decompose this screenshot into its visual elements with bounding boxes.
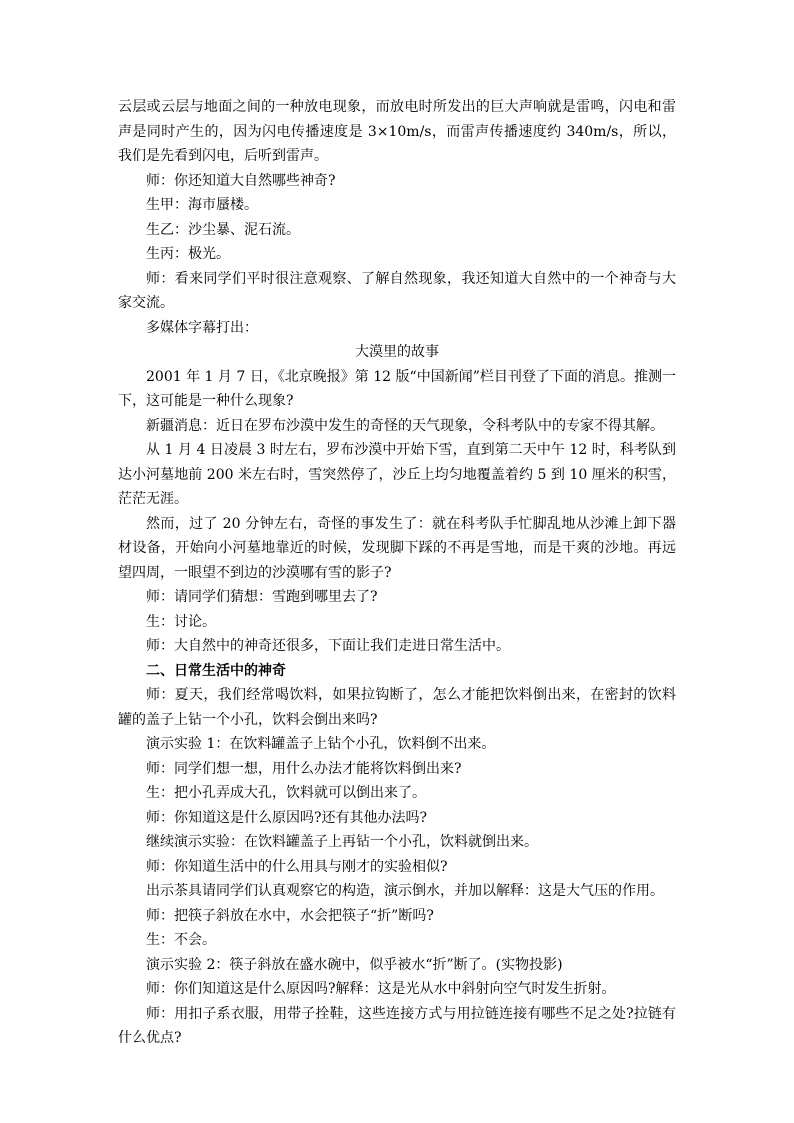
- paragraph-teacher-transition: 师：大自然中的神奇还很多，下面让我们走进日常生活中。: [146, 638, 510, 654]
- story-title: 大漠里的故事: [355, 344, 439, 360]
- paragraph-student-a: 生甲：海市蜃楼。: [146, 197, 258, 213]
- paragraph-teacher-reason: 师：你知道这是什么原因吗?还有其他办法吗?: [146, 809, 428, 826]
- paragraph-thunder-explanation: 云层或云层与地面之间的一种放电现象，而放电时所发出的巨大声响就是雷鸣，闪电和雷声是同时产生的，因为闪电传播速度是 3×10m/s，而雷声传播速度约 340m/s，所以，我们是先看到闪电，后听到雷声。: [118, 99, 676, 164]
- paragraph-student-discuss: 生：讨论。: [146, 613, 216, 630]
- paragraph-student-no: 生：不会。: [146, 932, 216, 948]
- paragraph-news-intro: 2001 年 1 月 7 日，《北京晚报》第 12 版“中国新闻”栏目刊登了下面的消息。推测一下，这可能是一种什么现象?: [118, 368, 676, 409]
- paragraph-teacher-guess: 师：请同学们猜想：雪跑到哪里去了?: [146, 589, 378, 605]
- paragraph-snow-vanished: 然而，过了 20 分钟左右，奇怪的事发生了：就在科考队手忙脚乱地从沙滩上卸下器材设备，开始向小河墓地靠近的时候，发现脚下踩的不再是雪地，而是干爽的沙地。再远望四周，一眼望不到边的沙漠哪有雪的影子?: [118, 515, 676, 581]
- paragraph-experiment-1: 演示实验 1：在饮料罐盖子上钻个小孔，饮料倒不出来。: [146, 736, 496, 752]
- document-page: [118, 95, 676, 1051]
- paragraph-zipper: 师：用扣子系衣服，用带子拴鞋，这些连接方式与用拉链连接有哪些不足之处?拉链有什么优点?: [118, 1005, 676, 1046]
- paragraph-student-bigger-hole: 生：把小孔弄成大孔，饮料就可以倒出来了。: [146, 785, 426, 801]
- paragraph-teacher-method: 师：同学们想一想，用什么办法才能将饮料倒出来?: [146, 760, 462, 777]
- paragraph-student-c: 生丙：极光。: [146, 246, 230, 262]
- paragraph-drink-question: 师：夏天，我们经常喝饮料，如果拉钩断了，怎么才能把饮料倒出来，在密封的饮料罐的盖子上钻一个小孔，饮料会倒出来吗?: [118, 687, 676, 728]
- paragraph-chopsticks-question: 师：把筷子斜放在水中，水会把筷子“折”断吗?: [146, 907, 434, 924]
- paragraph-teapot: 出示茶具请同学们认真观察它的构造，演示倒水，并加以解释：这是大气压的作用。: [146, 883, 664, 899]
- paragraph-xinjiang-news: 新疆消息：近日在罗布沙漠中发生的奇怪的天气现象，令科考队中的专家不得其解。: [146, 417, 664, 434]
- paragraph-student-b: 生乙：沙尘暴、泥石流。: [146, 221, 300, 238]
- paragraph-refraction: 师：你们知道这是什么原因吗?解释：这是光从水中斜射向空气时发生折射。: [146, 981, 616, 997]
- section-heading-daily-life: 二、日常生活中的神奇: [146, 662, 286, 679]
- paragraph-teacher-similar: 师：你知道生活中的什么用具与刚才的实验相似?: [146, 858, 448, 875]
- paragraph-teacher-share: 师：看来同学们平时很注意观察、了解自然现象，我还知道大自然中的一个神奇与大家交流。: [118, 270, 676, 311]
- paragraph-experiment-2: 演示实验 2：筷子斜放在盛水碗中，似乎被水“折”断了。(实物投影): [146, 956, 563, 973]
- paragraph-snowfall: 从 1 月 4 日凌晨 3 时左右，罗布沙漠中开始下雪，直到第二天中午 12 时，科考队到达小河墓地前 200 米左右时，雪突然停了，沙丘上均匀地覆盖着约 5 到 10 厘米的积雪，茫茫无涯。: [118, 442, 676, 507]
- paragraph-continue-experiment: 继续演示实验：在饮料罐盖子上再钻一个小孔，饮料就倒出来。: [146, 834, 538, 850]
- paragraph-multimedia-caption: 多媒体字幕打出：: [146, 319, 258, 336]
- paragraph-teacher-question: 师：你还知道大自然哪些神奇?: [146, 172, 336, 189]
